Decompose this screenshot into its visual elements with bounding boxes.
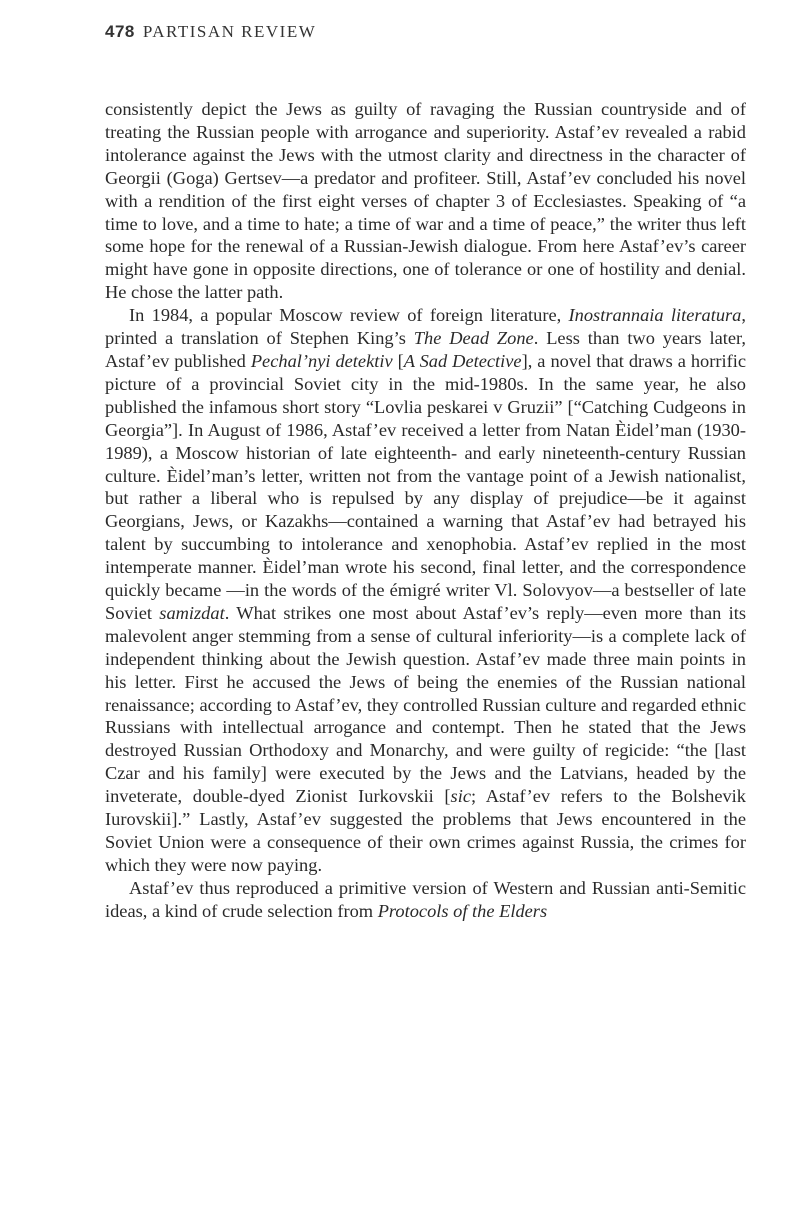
text-run: . What strikes one most about Astaf’ev’s reply—even more than its malevolent anger stemming from a sense of cultural inferiority—is a complete lack of independent thinking about the Jewish question. Astaf’ev made three main points in his letter. First he accused the Jews of being the enemies of the Russian national renaissance; according to Astaf’ev, they controlled Russian culture and regarded ethnic Russians with intellectual arrogance and contempt. Then he stated that the Jews destroyed Russian Orthodoxy and Monarchy, and were guilty of regicide: “the [last Czar and his family] were executed by the Jews and the Latvians, headed by the inveterate, double-dyed Zionist Iurkovskii [	[105, 602, 746, 807]
italic-text-run: Protocols of the Elders	[377, 900, 548, 921]
paragraph-p1	[105, 98, 746, 304]
article-body	[105, 98, 746, 923]
text-run: Astaf’ev thus reproduced a primitive version of Western and Russian anti-Semitic ideas, a kind of crude selection from	[105, 877, 746, 921]
text-run: . Less than two years later, Astaf’ev published	[105, 328, 746, 371]
journal-title: PARTISAN REVIEW	[142, 22, 317, 41]
italic-text-run: Pechal’nyi detektiv	[250, 350, 393, 371]
text-run: consistently depict the Jews as guilty of ravaging the Russian countryside and of treating the Russian people with arrogance and superiority. Astaf’ev revealed a rabid intolerance against the Jews with the utmost clarity and directness in the character of Georgii (Goga) Gertsev—a predator and profiteer. Still, Astaf’ev concluded his novel with a rendition of the first eight verses of chapter 3 of Ecclesiastes. Speaking of “a time to love, and a time to hate; a time of war and a time of peace,” the writer thus left some hope for the renewal of a Russian-Jewish dialogue. From here Astaf’ev’s career might have gone in opposite directions, one of tolerance or one of hostility and denial. He chose the latter path.	[105, 99, 746, 303]
paragraph-p2	[105, 304, 746, 877]
italic-text-run: samizdat	[159, 602, 225, 623]
text-run: ], a novel that draws a horrific picture of a provincial Soviet city in the mid-1980s. In the same year, he also published the infamous short story “Lovlia peskarei v Gruzii” [“Catching Cudgeons in Georgia”]. In August of 1986, Astaf’ev received a letter from Natan Èidel’man (1930-1989), a Moscow historian of late eighteenth- and early nineteenth-century Russian culture. Èidel’man’s letter, written not from the vantage point of a Jewish nationalist, but rather a liberal who is repulsed by any display of prejudice—be it against Georgians, Jews, or Kazakhs—contained a warning that Astaf’ev had betrayed his talent by succumbing to intolerance and xenophobia. Astaf’ev replied in the most intemperate manner. Èidel’man wrote his second, final letter, and the correspondence quickly became —in the words of the émigré writer Vl. Solovyov—a bestseller of late Soviet	[105, 350, 747, 623]
text-run: In 1984, a popular Moscow review of foreign literature,	[129, 305, 569, 326]
italic-text-run: Inostrannaia literatura	[568, 305, 742, 326]
italic-text-run: A Sad Detective	[403, 350, 522, 371]
text-run: , printed a translation of Stephen King’s	[105, 305, 746, 349]
italic-text-run: The Dead Zone	[413, 328, 534, 349]
page-number: 478	[105, 22, 135, 41]
italic-text-run: sic	[450, 786, 471, 807]
text-run: ; Astaf’ev refers to the Bolshevik Iurovskii].” Lastly, Astaf’ev suggested the problems that Jews encountered in the Soviet Union were a consequence of their own crimes against Russia, the crimes for which they were now paying.	[105, 786, 746, 875]
paragraph-p3	[105, 877, 746, 923]
running-head	[105, 22, 316, 42]
text-run: [	[392, 350, 404, 371]
